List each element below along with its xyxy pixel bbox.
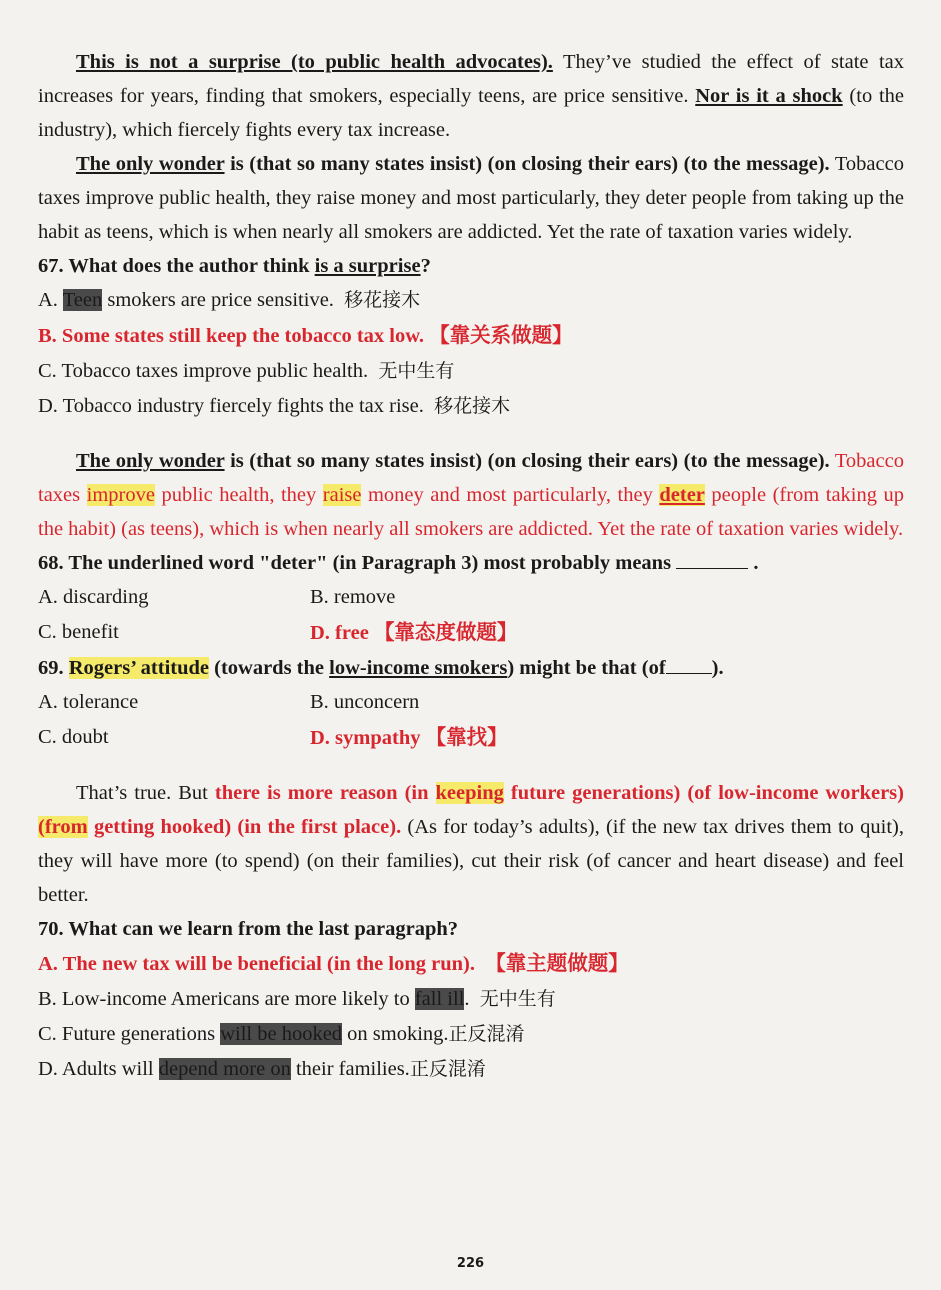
note-label: 无中生有	[479, 988, 556, 1010]
phrase-only-wonder: The only wonder	[76, 450, 225, 472]
redacted-phrase: depend more on	[158, 1058, 291, 1080]
q68-options-row-2	[38, 615, 904, 651]
highlight-keeping: keeping	[435, 782, 504, 804]
q70-option-d: D. Adults will depend more on their families.正反混淆	[38, 1058, 486, 1080]
method-tag: 【靠态度做题】	[373, 620, 518, 644]
paragraph-2: The only wonder is (that so many states insist) (on closing their ears) (to the message). Tobacco taxes improve public health, they raise money and most particularly, they deter people from taking up the habit as teens, which is when nearly all smokers are addicted. Yet the rate of taxation varies widely.	[38, 153, 904, 243]
phrase-nor-is-it-a-shock: Nor is it a shock	[695, 85, 843, 107]
q70-option-b: B. Low-income Americans are more likely to fall ill. 无中生有	[38, 988, 556, 1010]
q69-option-b: B. unconcern	[310, 691, 420, 713]
q68-option-b: B. remove	[310, 586, 396, 608]
highlight-rogers-attitude: Rogers’ attitude	[68, 657, 209, 679]
question-68: 68. The underlined word "deter" (in Paragraph 3) most probably means .	[38, 552, 759, 574]
q69-option-d-answer: D. sympathy 【靠找】	[310, 725, 508, 749]
phrase-not-a-surprise: This is not a surprise (to public health advocates).	[76, 51, 553, 73]
redacted-word: Teen	[62, 289, 103, 311]
answer-blank	[676, 550, 748, 569]
q68-option-c: C. benefit	[38, 621, 119, 643]
redacted-phrase: will be hooked	[220, 1023, 343, 1045]
paragraph-3-annotated: The only wonder is (that so many states insist) (on closing their ears) (to the message). Tobacco taxes improve public health, they raise money and most particularly, they deter people (from taking up the habit) (as teens), which is when nearly all smokers are addicted. Yet the rate of taxation varies widely.	[38, 450, 905, 540]
note-label: 正反混淆	[448, 1023, 525, 1045]
q67-option-b-answer: B. Some states still keep the tobacco tax low. 【靠关系做题】	[38, 323, 573, 347]
note-label: 无中生有	[378, 360, 455, 382]
note-label: 移花接木	[434, 395, 511, 417]
q69-option-a: A. tolerance	[38, 691, 139, 713]
phrase-only-wonder: The only wonder	[76, 153, 225, 175]
question-70: 70. What can we learn from the last paragraph?	[38, 918, 459, 940]
q70-option-a-answer: A. The new tax will be beneficial (in the long run). 【靠主题做题】	[38, 951, 629, 975]
method-tag: 【靠关系做题】	[429, 323, 573, 347]
highlight-deter: deter	[659, 484, 705, 506]
method-tag: 【靠主题做题】	[485, 951, 629, 975]
question-67: 67. What does the author think is a surprise?	[38, 255, 431, 277]
q70-option-c: C. Future generations will be hooked on smoking.正反混淆	[38, 1023, 525, 1045]
q68-option-a: A. discarding	[38, 586, 149, 608]
method-tag: 【靠找】	[425, 725, 508, 749]
highlight-improve: improve	[86, 484, 155, 506]
redacted-phrase: fall ill	[414, 988, 465, 1010]
q68-option-d-answer: D. free 【靠态度做题】	[310, 620, 518, 644]
highlight-raise: raise	[322, 484, 362, 506]
paragraph-4-annotated: That’s true. But there is more reason (in keeping future generations) (of low-income workers) (from getting hooked) (in the first place). (As for today’s adults), (if the new tax drives them to quit), they will have more (to spend) (on their families), cut their risk (of cancer and heart disease) and feel better.	[38, 782, 904, 906]
question-69: 69. Rogers’ attitude (towards the low-income smokers) might be that (of ).	[38, 657, 724, 679]
page-number: 226	[456, 1256, 485, 1271]
page-content	[38, 45, 904, 1087]
q69-options-row-2	[38, 720, 904, 756]
note-label: 移花接木	[344, 289, 421, 311]
q67-option-c: C. Tobacco taxes improve public health. 无中生有	[38, 360, 455, 382]
q67-option-d: D. Tobacco industry fiercely fights the tax rise. 移花接木	[38, 395, 511, 417]
q69-options-row-1	[38, 685, 904, 720]
q69-option-c: C. doubt	[38, 726, 109, 748]
highlight-from: (from	[38, 816, 88, 838]
q68-options-row-1	[38, 580, 904, 615]
q67-option-a: A. Teen smokers are price sensitive. 移花接木	[38, 289, 421, 311]
note-label: 正反混淆	[409, 1058, 486, 1080]
answer-blank	[666, 655, 712, 674]
paragraph-1: This is not a surprise (to public health advocates). They’ve studied the effect of state tax increases for years, finding that smokers, especially teens, are price sensitive. Nor is it a shock (to the industry), which fiercely fights every tax increase.	[38, 51, 904, 141]
